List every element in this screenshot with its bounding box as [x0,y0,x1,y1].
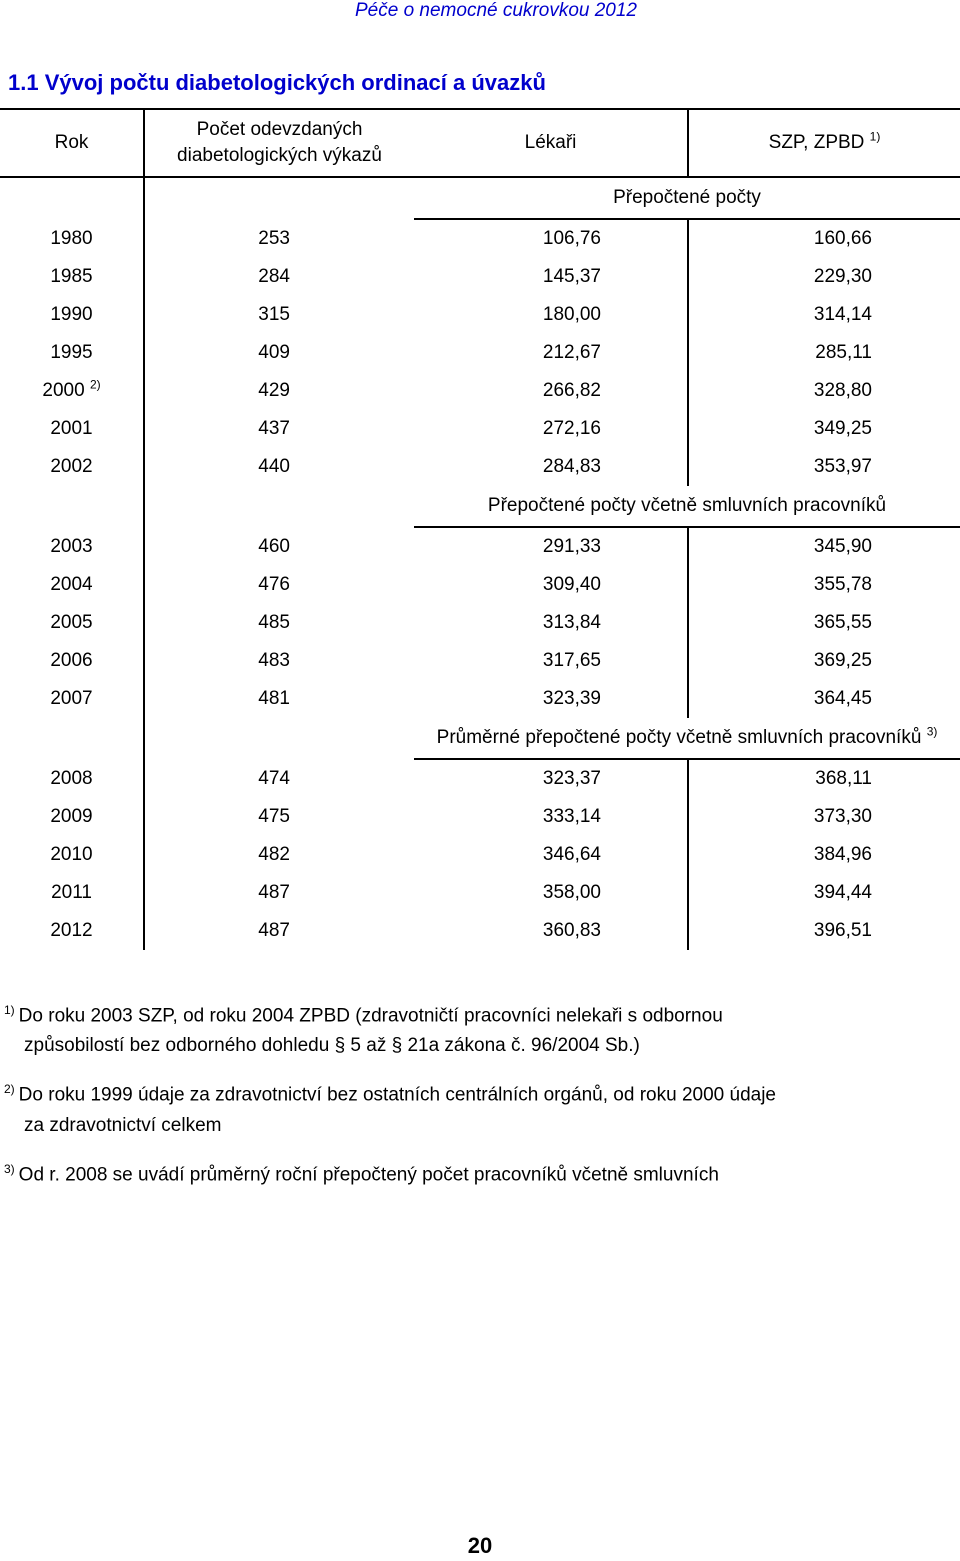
cell-report-count-text: 409 [258,342,290,363]
cell-report-count [144,798,414,836]
table-row [0,527,960,566]
cell-year [0,258,144,296]
header-szp-note: 1) [869,129,881,144]
section-spacer-count [144,718,414,759]
table-row [0,912,960,950]
cell-year [0,296,144,334]
cell-year-text: 2005 [50,612,93,633]
cell-report-count [144,912,414,950]
cell-report-count-text: 481 [258,688,290,709]
table-row [0,448,960,486]
cell-year [0,527,144,566]
cell-doctors: 323,39 [414,680,688,718]
section-header-row [0,486,960,527]
cell-report-count [144,642,414,680]
section-header-row [0,718,960,759]
table-row [0,642,960,680]
cell-year-text: 2009 [50,806,93,827]
cell-szp: 349,25 [813,418,872,439]
cell-report-count [144,566,414,604]
cell-year-text: 2000 [42,380,85,401]
cell-year [0,798,144,836]
cell-year [0,759,144,798]
section-spacer-year [0,177,144,219]
cell-report-count [144,759,414,798]
cell-doctors: 291,33 [414,527,688,566]
cell-year [0,219,144,258]
cell-doctors: 323,37 [414,759,688,798]
cell-doctors: 180,00 [414,296,688,334]
footnote [4,1074,904,1140]
cell-year [0,334,144,372]
section-label-text: Průměrné přepočtené počty včetně smluvních pracovníků [436,727,922,748]
cell-report-count-text: 487 [258,920,290,941]
table-row [0,219,960,258]
cell-doctors: 272,16 [414,410,688,448]
cell-report-count [144,410,414,448]
cell-report-count [144,296,414,334]
cell-szp: 314,14 [813,304,872,325]
cell-report-count-text: 460 [258,535,290,557]
cell-report-count-text: 315 [258,304,290,325]
cell-szp: 396,51 [813,920,872,941]
cell-doctors: 360,83 [414,912,688,950]
cell-doctors: 346,64 [414,836,688,874]
cell-year [0,448,144,486]
cell-szp: 328,80 [813,380,872,401]
cell-doctors: 309,40 [414,566,688,604]
cell-report-count-text: 440 [258,456,290,477]
cell-szp: 353,97 [813,456,872,477]
cell-szp: 365,55 [813,612,872,633]
cell-report-count-text: 483 [258,650,290,671]
cell-report-count [144,874,414,912]
cell-szp: 285,11 [815,342,872,363]
cell-year-text: 2012 [50,920,93,941]
cell-report-count-text: 284 [258,266,290,287]
cell-doctors: 266,82 [414,372,688,410]
section-spacer-count [144,486,414,527]
section-spacer-year [0,718,144,759]
cell-report-count [144,448,414,486]
table-row [0,604,960,642]
section-label [414,177,960,219]
cell-year [0,410,144,448]
table-row [0,759,960,798]
footnote-line: Do roku 1999 údaje za zdravotnictví bez ostatních centrálních orgánů, od roku 2000 údaje [18,1084,776,1106]
cell-report-count-text: 253 [258,227,290,249]
section-spacer-count [144,177,414,219]
header-report-count [144,109,414,177]
header-report-count-line2: diabetologických výkazů [177,145,382,166]
cell-year-text: 1995 [50,342,93,363]
cell-report-count-text: 474 [258,767,290,789]
cell-year-text: 2002 [50,456,93,477]
table-row [0,566,960,604]
cell-year [0,680,144,718]
footnote-line: Do roku 2003 SZP, od roku 2004 ZPBD (zdravotničtí pracovníci nelekaři s odbornou [18,1005,723,1027]
cell-year [0,836,144,874]
table-row [0,836,960,874]
cell-report-count [144,258,414,296]
section-label [414,718,960,759]
cell-report-count-text: 482 [258,844,290,865]
cell-year [0,566,144,604]
cell-szp: 394,44 [813,882,872,903]
cell-report-count-text: 437 [258,418,290,439]
ordinace-table [0,108,960,950]
footnote-number: 2) [4,1082,15,1097]
cell-year-text: 1990 [50,304,93,325]
cell-year-text: 2011 [51,882,92,903]
header-year: Rok [0,109,144,177]
cell-report-count [144,604,414,642]
cell-year-text: 1985 [50,266,93,287]
cell-report-count [144,334,414,372]
footnote-line: za zdravotnictví celkem [24,1114,222,1136]
cell-szp: 373,30 [813,806,872,827]
cell-year [0,372,144,410]
table-row [0,410,960,448]
cell-report-count [144,527,414,566]
cell-doctors: 284,83 [414,448,688,486]
cell-szp: 160,66 [813,228,872,249]
footnote-number: 1) [4,1003,15,1017]
cell-year [0,912,144,950]
cell-year-text: 2010 [50,844,93,865]
cell-year-note: 2) [89,377,101,392]
cell-doctors: 333,14 [414,798,688,836]
header-szp [688,109,960,177]
cell-year-text: 2007 [50,688,93,709]
cell-report-count [144,372,414,410]
section-label-text: Přepočtené počty [613,187,761,208]
section-label-text: Přepočtené počty včetně smluvních pracovníků [487,495,887,516]
cell-year-text: 2001 [50,418,93,439]
cell-report-count [144,836,414,874]
cell-report-count-text: 487 [258,882,290,903]
cell-szp: 345,90 [813,536,872,557]
table-header-row [0,109,960,177]
table-row [0,296,960,334]
cell-szp: 364,45 [813,688,872,709]
cell-doctors: 313,84 [414,604,688,642]
footnotes [4,995,904,1203]
section-header-row [0,177,960,219]
cell-year [0,604,144,642]
footnote-line: způsobilostí bez odborného dohledu § 5 až § 21a zákona č. 96/2004 Sb.) [24,1035,640,1057]
header-doctors: Lékaři [414,109,688,177]
page-number: 20 [467,1533,493,1558]
section-label [414,486,960,527]
cell-year-text: 2003 [50,535,93,557]
cell-doctors: 358,00 [414,874,688,912]
cell-report-count [144,219,414,258]
cell-doctors: 317,65 [414,642,688,680]
table-row [0,258,960,296]
cell-year-text: 2008 [50,767,93,789]
footnote [4,1154,904,1190]
running-header: Péče o nemocné cukrovkou 2012 [354,0,637,21]
table-row [0,334,960,372]
table-row [0,798,960,836]
cell-doctors: 212,67 [414,334,688,372]
cell-szp: 369,25 [813,650,872,671]
cell-szp: 384,96 [813,844,872,865]
footnote-line: Od r. 2008 se uvádí průměrný roční přepočtený počet pracovníků včetně smluvních [18,1163,719,1185]
table-row [0,874,960,912]
cell-year-text: 2006 [50,650,93,671]
header-report-count-line1: Počet odevzdaných [196,119,363,140]
footnote [4,995,904,1061]
cell-year-text: 2004 [50,574,93,595]
cell-year [0,874,144,912]
section-title: 1.1 Vývoj počtu diabetologických ordinací a úvazků [8,70,546,95]
cell-doctors: 106,76 [414,219,688,258]
cell-year-text: 1980 [50,227,93,249]
header-szp-label: SZP, ZPBD [768,132,865,153]
table-row [0,680,960,718]
section-spacer-year [0,486,144,527]
cell-report-count-text: 485 [258,612,290,633]
cell-szp: 368,11 [815,768,872,789]
cell-szp: 229,30 [813,266,872,287]
cell-szp: 355,78 [813,574,872,595]
footnote-number: 3) [4,1161,15,1176]
section-label-note: 3) [926,724,938,739]
cell-doctors: 145,37 [414,258,688,296]
cell-report-count-text: 476 [258,574,290,595]
cell-report-count-text: 429 [258,380,290,401]
cell-year [0,642,144,680]
cell-report-count [144,680,414,718]
cell-report-count-text: 475 [258,806,290,827]
table-row [0,372,960,410]
